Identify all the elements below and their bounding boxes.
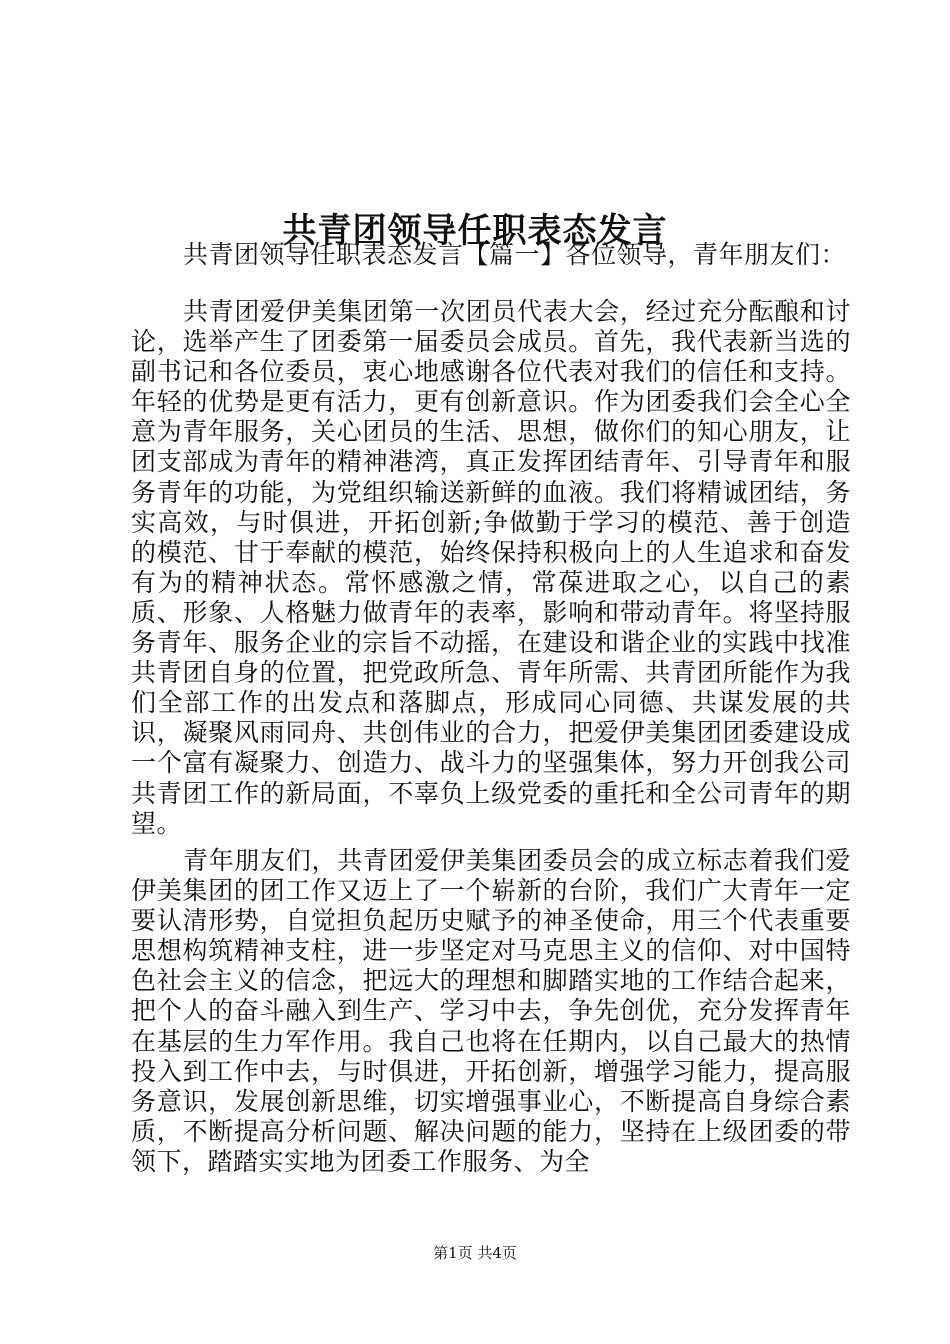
document-title: 共青团领导任职表态发言 <box>282 210 668 251</box>
body-paragraph-2: 青年朋友们，共青团爱伊美集团委员会的成立标志着我们爱伊美集团的团工作又迈上了一个崭新的台阶，我们广大青年一定要认清形势，自觉担负起历史赋予的神圣使命，用三个代表重要思想构筑精神支柱，进一步坚定对马克思主义的信仰、对中国特色社会主义的信念，把远大的理想和脚踏实地的工作结合起来，把个人的奋斗融入到生产、学习中去，争先创优，充分发挥青年在基层的生力军作用。我自己也将在任期内，以自己最大的热情投入到工作中去，与时俱进，开拓创新，增强学习能力，提高服务意识，发展创新思维，切实增强事业心，不断提高自身综合素质，不断提高分析问题、解决问题的能力，坚持在上级团委的带领下，踏踏实实地为团委工作服务、为全 <box>131 846 851 1176</box>
page-number-footer: 第1页 共4页 <box>433 1244 517 1262</box>
intro-line: 共青团领导任职表态发言【篇一】各位领导，青年朋友们： <box>183 240 847 269</box>
body-paragraph-1: 共青团爱伊美集团第一次团员代表大会，经过充分酝酿和讨论，选举产生了团委第一届委员会成员。首先，我代表新当选的副书记和各位委员，衷心地感谢各位代表对我们的信任和支持。年轻的优势是更有活力，更有创新意识。作为团委我们会全心全意为青年服务，关心团员的生活、思想，做你们的知心朋友，让团支部成为青年的精神港湾，真正发挥团结青年、引导青年和服务青年的功能，为党组织输送新鲜的血液。我们将精诚团结，务实高效，与时俱进，开拓创新;争做勤于学习的模范、善于创造的模范、甘于奉献的模范，始终保持积极向上的人生追求和奋发有为的精神状态。常怀感激之情，常葆进取之心，以自己的素质、形象、人格魅力做青年的表率，影响和带动青年。将坚持服务青年、服务企业的宗旨不动摇，在建设和谐企业的实践中找准共青团自身的位置，把党政所急、青年所需、共青团所能作为我们全部工作的出发点和落脚点，形成同心同德、共谋发展的共识，凝聚风雨同舟、共创伟业的合力，把爱伊美集团团委建设成一个富有凝聚力、创造力、战斗力的坚强集体，努力开创我公司共青团工作的新局面，不辜负上级党委的重托和全公司青年的期望。 <box>131 297 851 838</box>
